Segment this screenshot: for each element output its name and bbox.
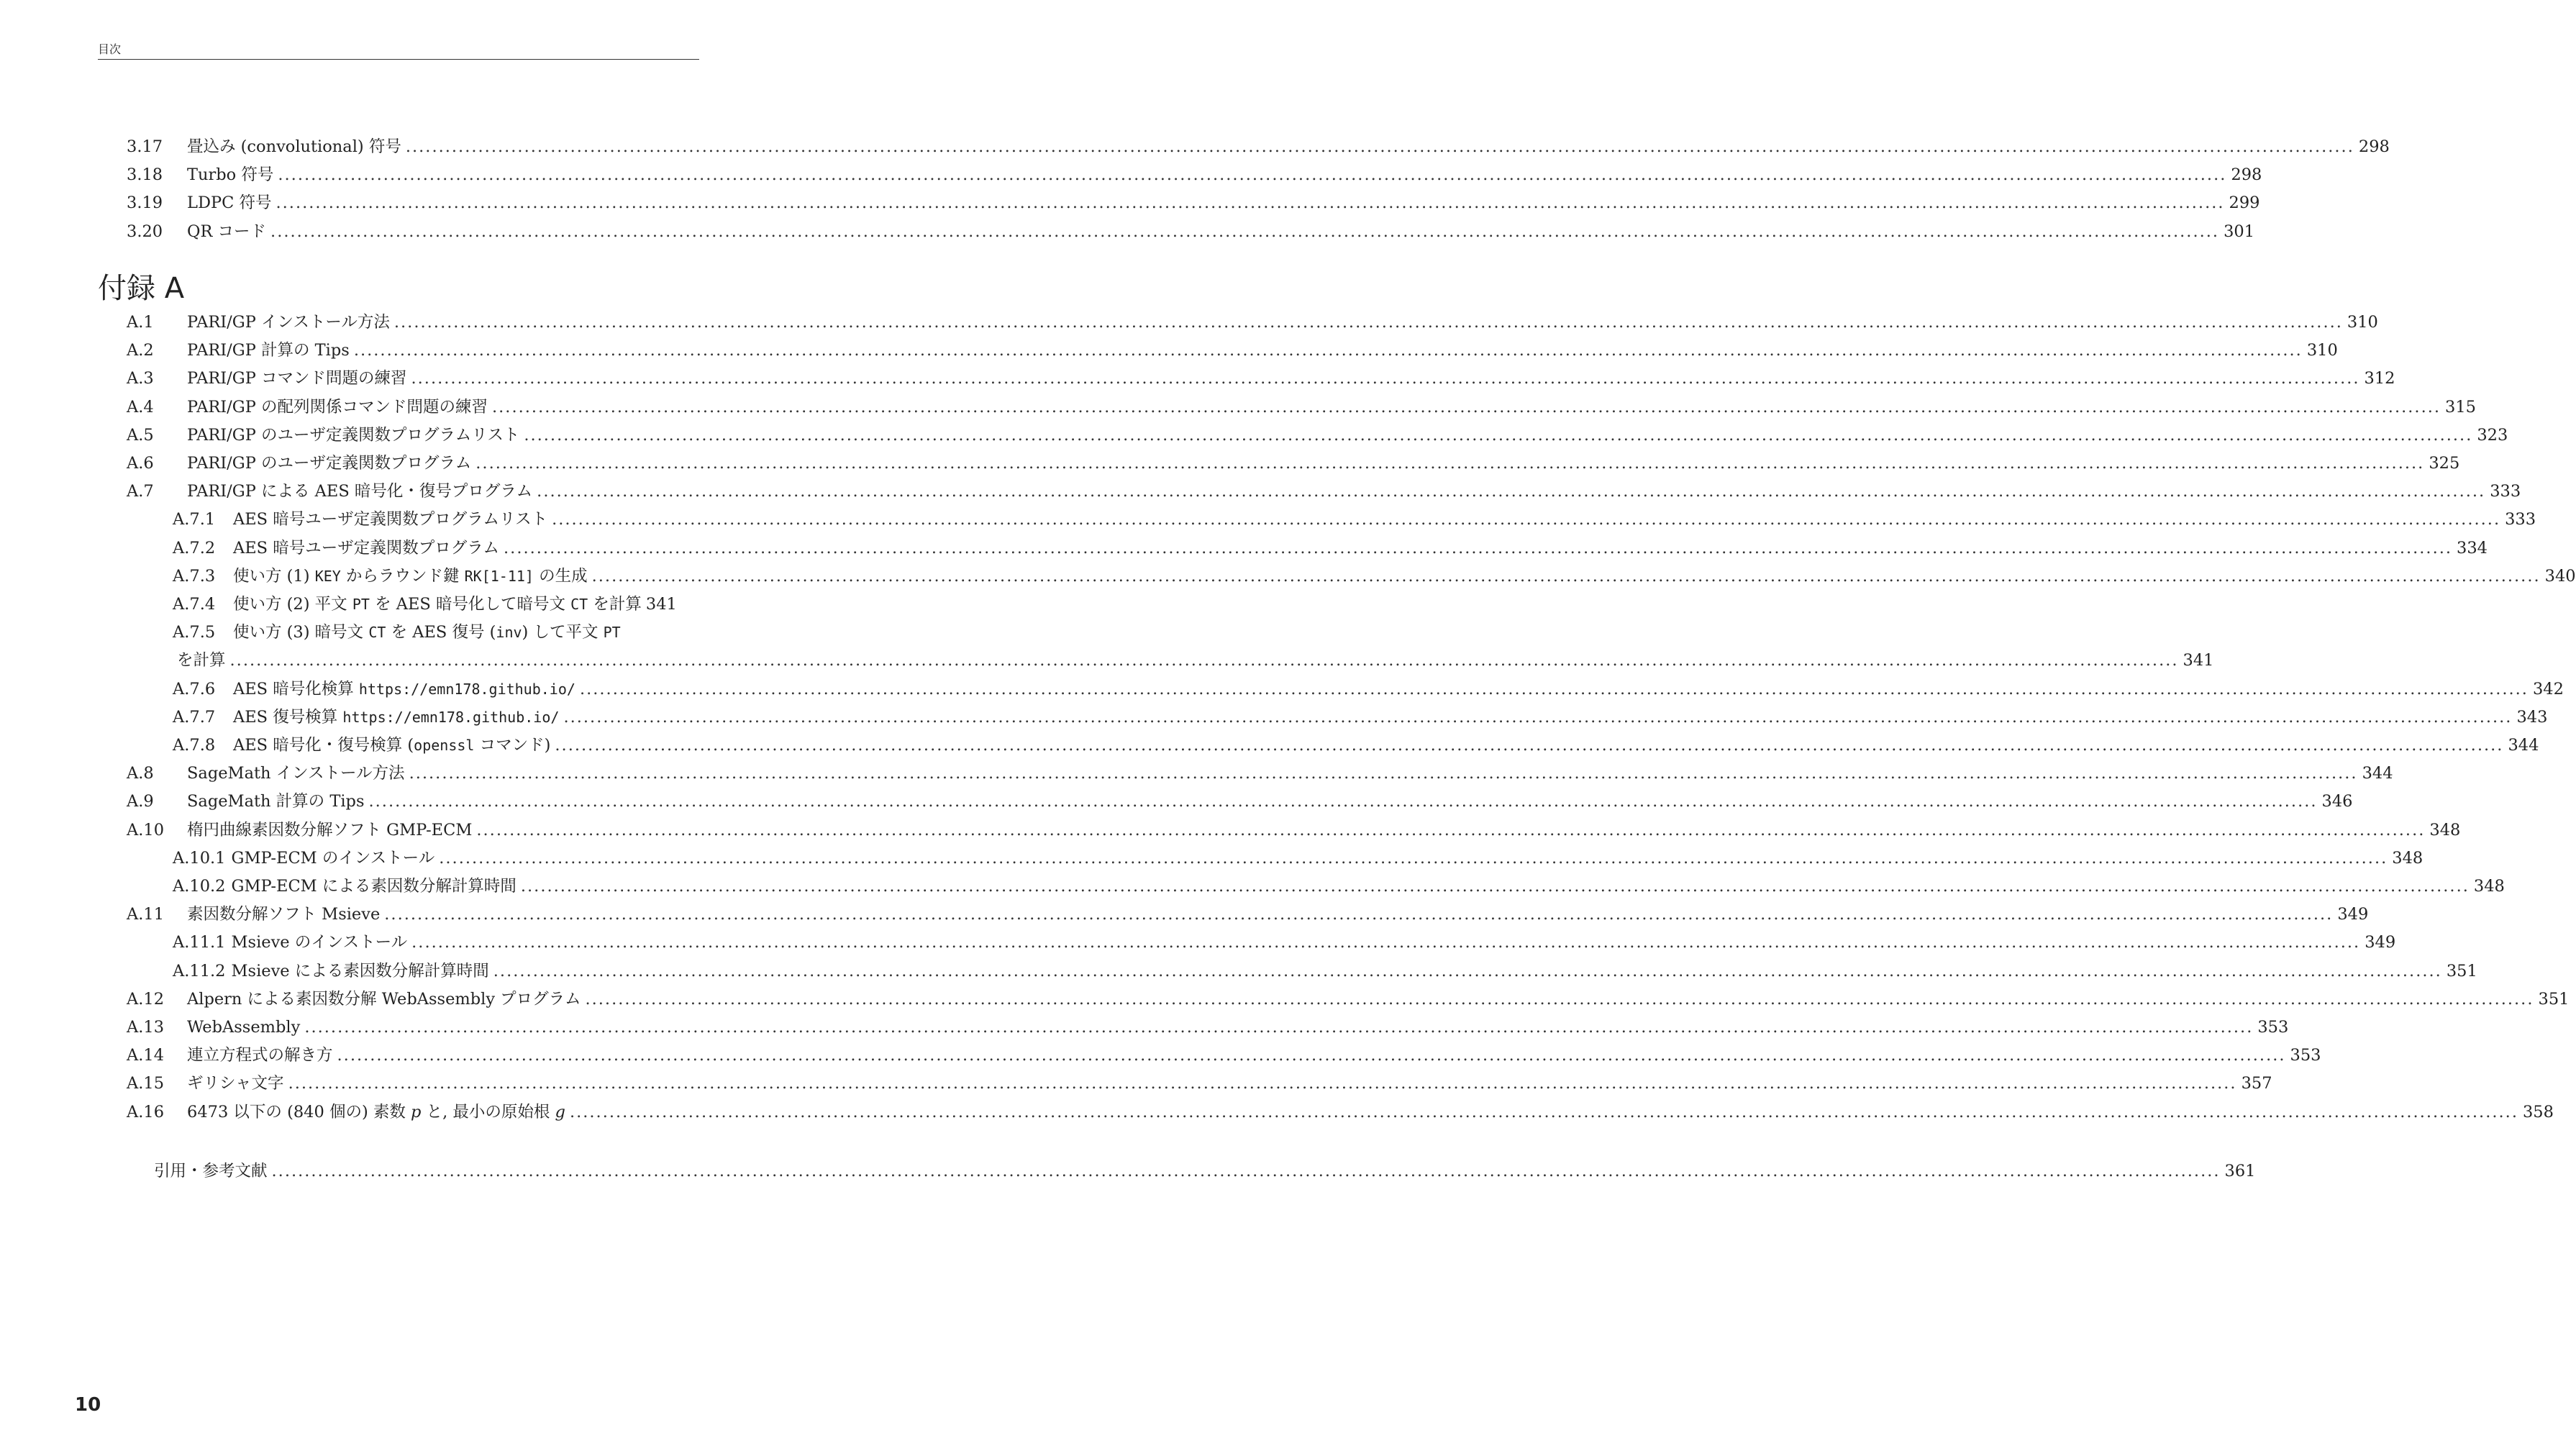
- leader-dots: [278, 162, 2226, 188]
- entry-page: 340: [2544, 567, 2576, 586]
- entry-number: A.9: [127, 792, 154, 811]
- entry-page: 358: [2522, 1103, 2554, 1121]
- entry-title: PARI/GP インストール方法: [187, 313, 390, 332]
- toc-entry[interactable]: [127, 986, 2570, 1012]
- entry-number: 3.19: [127, 194, 163, 212]
- leader-dots: [411, 365, 2360, 391]
- entry-page: 344: [2362, 764, 2393, 783]
- toc-entry[interactable]: [127, 1070, 2272, 1096]
- entry-number: A.7.1: [173, 510, 216, 529]
- toc-entry[interactable]: [127, 219, 2255, 245]
- toc-entry[interactable]: [127, 162, 2262, 188]
- entry-number: A.2: [127, 341, 154, 360]
- entry-number: A.11.1: [173, 933, 226, 952]
- toc-subentry[interactable]: [173, 845, 2423, 871]
- leader-dots: [337, 1042, 2286, 1068]
- entry-title: WebAssembly: [187, 1018, 301, 1037]
- leader-dots: [493, 958, 2442, 984]
- entry-number: A.7.2: [173, 539, 216, 558]
- entry-page: 333: [2505, 510, 2536, 529]
- entry-title: AES 復号検算 https://emn178.github.io/: [233, 708, 560, 727]
- entry-page: 348: [2392, 849, 2423, 868]
- entry-page: 333: [2490, 482, 2521, 501]
- entry-number: A.16: [127, 1103, 165, 1121]
- entry-title: Turbo 符号: [187, 165, 274, 184]
- entry-title: AES 暗号ユーザ定義関数プログラム: [233, 539, 500, 558]
- entry-number: 3.18: [127, 165, 163, 184]
- entry-number: A.10: [127, 821, 165, 840]
- toc-entry[interactable]: [127, 817, 2461, 843]
- toc-entry[interactable]: [127, 450, 2460, 476]
- entry-number: A.11: [127, 905, 165, 924]
- entry-number: A.7: [127, 482, 154, 501]
- toc-subentry-continuation[interactable]: [177, 647, 2214, 673]
- toc-entry[interactable]: [127, 1099, 2554, 1125]
- entry-number: A.11.2: [173, 962, 226, 980]
- toc-entry[interactable]: [127, 1042, 2321, 1068]
- entry-title: Msieve による素因数分解計算時間: [231, 962, 489, 980]
- entry-title: GMP-ECM のインストール: [231, 849, 435, 868]
- entry-title: を計算: [177, 651, 226, 670]
- entry-number: A.13: [127, 1018, 165, 1037]
- leader-dots: [354, 337, 2303, 363]
- leader-dots: [384, 901, 2333, 927]
- entry-page: 299: [2229, 194, 2260, 212]
- toc-entry[interactable]: [127, 478, 2521, 504]
- entry-number: A.1: [127, 313, 154, 332]
- entry-title: 使い方 (2) 平文 PT を AES 暗号化して暗号文 CT を計算: [233, 595, 642, 614]
- toc-entry[interactable]: [127, 1014, 2289, 1040]
- entry-page: 348: [2473, 877, 2505, 896]
- entry-title: SageMath インストール方法: [187, 764, 405, 783]
- entry-page: 310: [2347, 313, 2378, 332]
- entry-title: PARI/GP コマンド問題の練習: [187, 369, 407, 388]
- leader-dots: [592, 563, 2541, 589]
- entry-title: PARI/GP の配列関係コマンド問題の練習: [187, 398, 488, 417]
- entry-title: QR コード: [187, 222, 267, 241]
- toc-entry[interactable]: [127, 394, 2476, 420]
- chapter-title: 付録 A: [98, 272, 185, 305]
- entry-page: 357: [2241, 1074, 2272, 1093]
- entry-number: A.7.6: [173, 680, 216, 699]
- entry-number: A.7.5: [173, 623, 216, 642]
- entry-page: 344: [2508, 736, 2539, 755]
- entry-title: LDPC 符号: [187, 194, 272, 212]
- entry-number: 3.17: [127, 137, 163, 156]
- leader-dots: [555, 732, 2503, 758]
- toc-entry[interactable]: [127, 134, 2390, 160]
- entry-number: A.7.3: [173, 567, 216, 586]
- entry-page: 351: [2446, 962, 2477, 980]
- entry-page: 315: [2445, 398, 2476, 417]
- entry-number: A.7.4: [173, 595, 216, 614]
- entry-page: 341: [645, 595, 677, 614]
- toc-entry[interactable]: [127, 788, 2353, 814]
- entry-number: A.15: [127, 1074, 165, 1093]
- leader-dots: [585, 986, 2534, 1012]
- toc-entry[interactable]: [127, 901, 2369, 927]
- toc-entry[interactable]: [127, 190, 2260, 216]
- entry-page: 346: [2321, 792, 2353, 811]
- toc-subentry[interactable]: [173, 535, 2488, 561]
- entry-page: 353: [2257, 1018, 2289, 1037]
- entry-number: A.3: [127, 369, 154, 388]
- leader-dots: [439, 845, 2388, 871]
- entry-page: 342: [2532, 680, 2564, 699]
- toc-subentry[interactable]: [173, 732, 2539, 758]
- toc-subentry[interactable]: [173, 506, 2536, 532]
- entry-page: 310: [2306, 341, 2338, 360]
- entry-page: 343: [2516, 708, 2548, 727]
- leader-dots: [492, 394, 2441, 420]
- entry-title: 使い方 (3) 暗号文 CT を AES 復号 (inv) して平文 PT: [233, 623, 621, 642]
- toc-subentry[interactable]: [173, 591, 696, 617]
- entry-title: AES 暗号化・復号検算 (openssl コマンド): [233, 736, 551, 755]
- entry-title: AES 暗号ユーザ定義関数プログラムリスト: [233, 510, 548, 529]
- leader-dots: [552, 506, 2500, 532]
- entry-number: 3.20: [127, 222, 163, 241]
- entry-number: A.12: [127, 990, 165, 1009]
- leader-dots: [270, 219, 2219, 245]
- entry-title: SageMath 計算の Tips: [187, 792, 365, 811]
- entry-number: A.6: [127, 454, 154, 473]
- leader-dots: [476, 817, 2425, 843]
- leader-dots: [288, 1070, 2237, 1096]
- leader-dots: [230, 647, 2179, 673]
- toc-subentry[interactable]: [173, 929, 2396, 955]
- leader-dots: [580, 676, 2529, 702]
- entry-page: 298: [2231, 165, 2262, 184]
- leader-dots: [276, 190, 2225, 216]
- entry-title: PARI/GP のユーザ定義関数プログラム: [187, 454, 472, 473]
- toc-subentry[interactable]: [173, 873, 2505, 899]
- leader-dots: [369, 788, 2318, 814]
- entry-page: 298: [2358, 137, 2390, 156]
- entry-title: GMP-ECM による素因数分解計算時間: [231, 877, 516, 896]
- leader-dots: [475, 450, 2424, 476]
- leader-dots: [409, 760, 2358, 786]
- entry-page: 312: [2364, 369, 2395, 388]
- entry-page: 349: [2337, 905, 2369, 924]
- leader-dots: [537, 478, 2485, 504]
- leader-dots: [570, 1099, 2518, 1125]
- entry-title: 使い方 (1) KEY からラウンド鍵 RK[1-11] の生成: [233, 567, 588, 586]
- entry-number: A.5: [127, 426, 154, 445]
- toc-entry[interactable]: [127, 337, 2338, 363]
- entry-number: A.8: [127, 764, 154, 783]
- toc-subentry[interactable]: [173, 619, 696, 645]
- entry-number: A.7.8: [173, 736, 216, 755]
- entry-number: A.7.7: [173, 708, 216, 727]
- entry-title: AES 暗号化検算 https://emn178.github.io/: [233, 680, 575, 699]
- entry-title: PARI/GP 計算の Tips: [187, 341, 350, 360]
- toc-entry[interactable]: [127, 422, 2508, 448]
- entry-title: PARI/GP による AES 暗号化・復号プログラム: [187, 482, 533, 501]
- leader-dots: [406, 134, 2354, 160]
- toc-subentry[interactable]: [173, 563, 2576, 589]
- entry-title: Alpern による素因数分解 WebAssembly プログラム: [187, 990, 581, 1009]
- entry-title: ギリシャ文字: [187, 1074, 284, 1093]
- entry-page: 325: [2429, 454, 2460, 473]
- entry-page: 348: [2429, 821, 2461, 840]
- entry-page: 361: [2224, 1162, 2256, 1180]
- entry-number: A.14: [127, 1046, 165, 1065]
- entry-title: 6473 以下の (840 個の) 素数 p と, 最小の原始根 g: [187, 1103, 565, 1121]
- toc-subentry[interactable]: [173, 704, 2548, 730]
- toc-subentry[interactable]: [173, 676, 2564, 702]
- entry-title: Msieve のインストール: [231, 933, 408, 952]
- leader-dots: [521, 873, 2470, 899]
- entry-number: A.4: [127, 398, 154, 417]
- leader-dots: [504, 535, 2452, 561]
- entry-title: 楕円曲線素因数分解ソフト GMP-ECM: [187, 821, 473, 840]
- page-number: 10: [75, 1394, 101, 1416]
- entry-title: 引用・参考文献: [154, 1162, 268, 1180]
- entry-page: 351: [2538, 990, 2570, 1009]
- toc-subentry[interactable]: [173, 958, 2477, 984]
- entry-title: 素因数分解ソフト Msieve: [187, 905, 381, 924]
- entry-page: 341: [2183, 651, 2214, 670]
- entry-page: 301: [2224, 222, 2255, 241]
- running-header: [98, 40, 699, 60]
- entry-title: 畳込み (convolutional) 符号: [187, 137, 401, 156]
- leader-dots: [304, 1014, 2253, 1040]
- header-title: 目次: [98, 42, 122, 56]
- toc-entry[interactable]: [127, 365, 2395, 391]
- toc-references[interactable]: [154, 1158, 2256, 1184]
- entry-number: A.10.1: [173, 849, 226, 868]
- leader-dots: [563, 704, 2512, 730]
- leader-dots: [524, 422, 2472, 448]
- entry-page: 334: [2457, 539, 2488, 558]
- toc-entry[interactable]: [127, 309, 2378, 335]
- toc-entry[interactable]: [127, 760, 2393, 786]
- entry-title: 連立方程式の解き方: [187, 1046, 333, 1065]
- leader-dots: [411, 929, 2360, 955]
- entry-page: 353: [2290, 1046, 2321, 1065]
- entry-number: A.10.2: [173, 877, 226, 896]
- leader-dots: [394, 309, 2343, 335]
- leader-dots: [272, 1158, 2221, 1184]
- entry-page: 323: [2477, 426, 2508, 445]
- entry-page: 349: [2365, 933, 2396, 952]
- entry-title: PARI/GP のユーザ定義関数プログラムリスト: [187, 426, 520, 445]
